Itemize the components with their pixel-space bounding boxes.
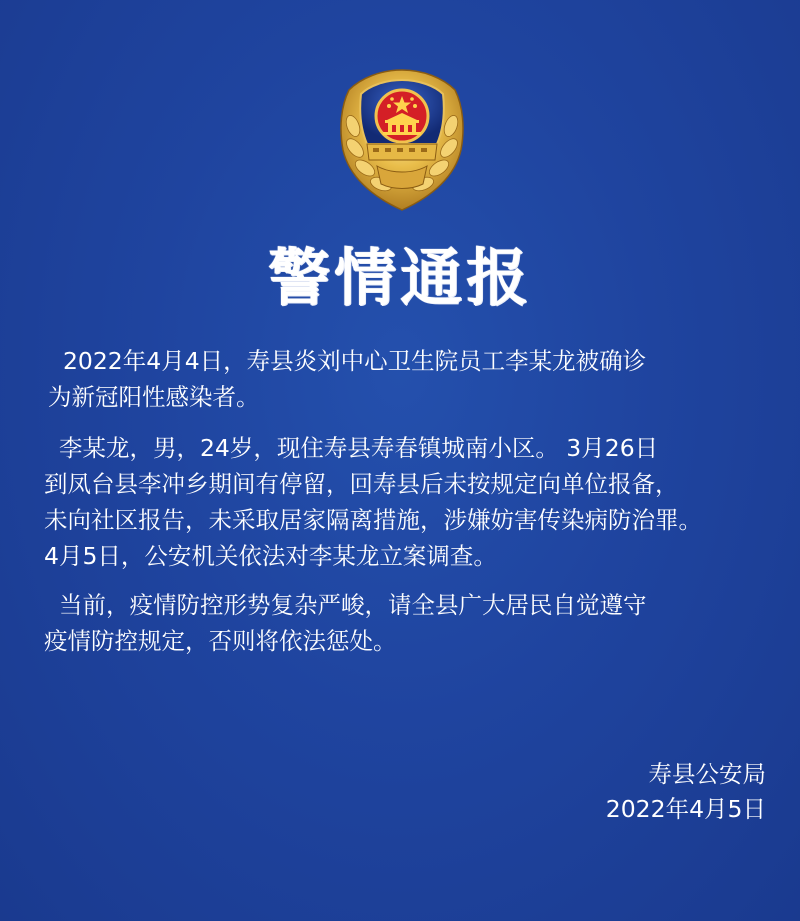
- page-title: 警情通报: [267, 241, 532, 314]
- paragraph-line: 4月5日，公安机关依法对李某龙立案调查。: [44, 542, 497, 570]
- paragraph-line: 李某龙，男，24岁，现住寿县寿春镇城南小区。 3月26日: [44, 434, 659, 462]
- paragraph-warning: [44, 587, 646, 659]
- paragraph-line: 到凤台县李冲乡期间有停留，回寿县后未按规定向单位报备，: [44, 470, 679, 498]
- paragraph-line: 疫情防控规定，否则将依法惩处。: [44, 627, 397, 655]
- paragraph-line: 当前，疫情防控形势复杂严峻，请全县广大居民自觉遵守: [44, 591, 647, 619]
- paragraph-line: 2022年4月4日，寿县炎刘中心卫生院员工李某龙被确诊: [48, 347, 647, 375]
- paragraph-line: 为新冠阳性感染者。: [48, 383, 260, 411]
- police-badge-icon: [331, 66, 473, 214]
- paragraph-incident: [48, 343, 646, 415]
- paragraph-details: [44, 430, 702, 574]
- issuer-name: 寿县公安局: [648, 760, 766, 788]
- issue-date: 2022年4月5日: [605, 795, 766, 823]
- paragraph-line: 未向社区报告，未采取居家隔离措施，涉嫌妨害传染病防治罪。: [44, 506, 702, 534]
